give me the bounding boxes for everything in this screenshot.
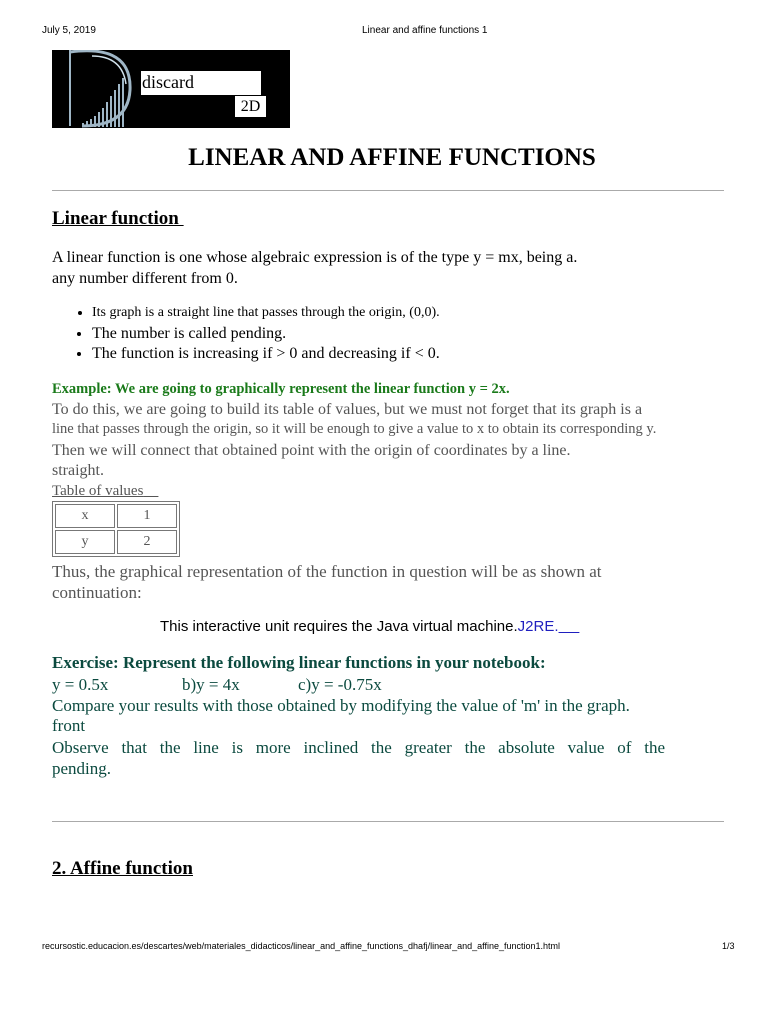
para-3-line-1: Thus, the graphical representation of the function in question will be as shown at bbox=[52, 562, 602, 581]
print-page-number: 1/3 bbox=[722, 941, 735, 951]
list-item: • The function is increasing if > 0 and decreasing if < 0. bbox=[92, 344, 440, 364]
j2re-link[interactable]: J2RE. bbox=[517, 618, 559, 635]
intro-line-2: any number different from 0. bbox=[52, 270, 238, 287]
page-title: LINEAR AND AFFINE FUNCTIONS bbox=[188, 144, 596, 171]
table-caption: Table of values bbox=[52, 483, 144, 499]
list-item: • Its graph is a straight line that passes through the origin, (0,0). bbox=[92, 302, 440, 323]
observe-line-1: Observe that the line is more inclined the greater the absolute value of the bbox=[52, 738, 665, 757]
logo-word: discard bbox=[141, 71, 261, 95]
exercise-heading: Exercise: Represent the following linear functions in your notebook: bbox=[52, 653, 546, 672]
divider bbox=[52, 190, 724, 191]
descartes-logo bbox=[52, 50, 290, 128]
table-cell: y bbox=[55, 530, 115, 554]
para-3-line-2: continuation: bbox=[52, 583, 142, 602]
section-heading-affine: 2. Affine function bbox=[52, 858, 193, 879]
para-1-line-1: To do this, we are going to build its table of values, but we must not forget that its graph is a bbox=[52, 401, 643, 418]
print-url: recursostic.educacion.es/descartes/web/materiales_didacticos/linear_and_affine_functions_dhafj/linear_and_affine_function1.html bbox=[42, 941, 560, 951]
para-2-line-2: straight. bbox=[52, 462, 104, 479]
exercise-c: c)y = -0.75x bbox=[298, 675, 382, 694]
table-cell: 2 bbox=[117, 530, 177, 554]
table-cell: x bbox=[55, 504, 115, 528]
properties-list bbox=[52, 302, 440, 364]
exercise-b: b)y = 4x bbox=[182, 675, 240, 694]
section-heading-linear: Linear function bbox=[52, 208, 184, 229]
para-1-line-2: line that passes through the origin, so it will be enough to give a value to x to obtain its corresponding y. bbox=[52, 421, 657, 437]
list-item: • The number is called pending. bbox=[92, 323, 440, 344]
exercise-a: y = 0.5x bbox=[52, 675, 109, 694]
observe-line-2: pending. bbox=[52, 759, 112, 778]
logo-tag: 2D bbox=[235, 96, 266, 117]
compare-line-2: front bbox=[52, 716, 86, 735]
java-notice bbox=[160, 618, 579, 635]
compare-line-1: Compare your results with those obtained by modifying the value of 'm' in the graph. bbox=[52, 696, 630, 715]
example-statement: Example: We are going to graphically represent the linear function y = 2x. bbox=[52, 381, 510, 397]
link-underline bbox=[559, 618, 580, 635]
print-doc-title: Linear and affine functions 1 bbox=[362, 25, 488, 36]
divider bbox=[52, 821, 724, 822]
java-notice-text: This interactive unit requires the Java virtual machine. bbox=[160, 618, 518, 635]
values-table bbox=[52, 501, 180, 557]
para-2-line-1: Then we will connect that obtained point with the origin of coordinates by a line. bbox=[52, 442, 571, 459]
table-row bbox=[55, 530, 177, 554]
print-date: July 5, 2019 bbox=[42, 25, 96, 36]
intro-line-1: A linear function is one whose algebraic expression is of the type y = mx, being a. bbox=[52, 249, 578, 266]
table-cell: 1 bbox=[117, 504, 177, 528]
table-row bbox=[55, 504, 177, 528]
